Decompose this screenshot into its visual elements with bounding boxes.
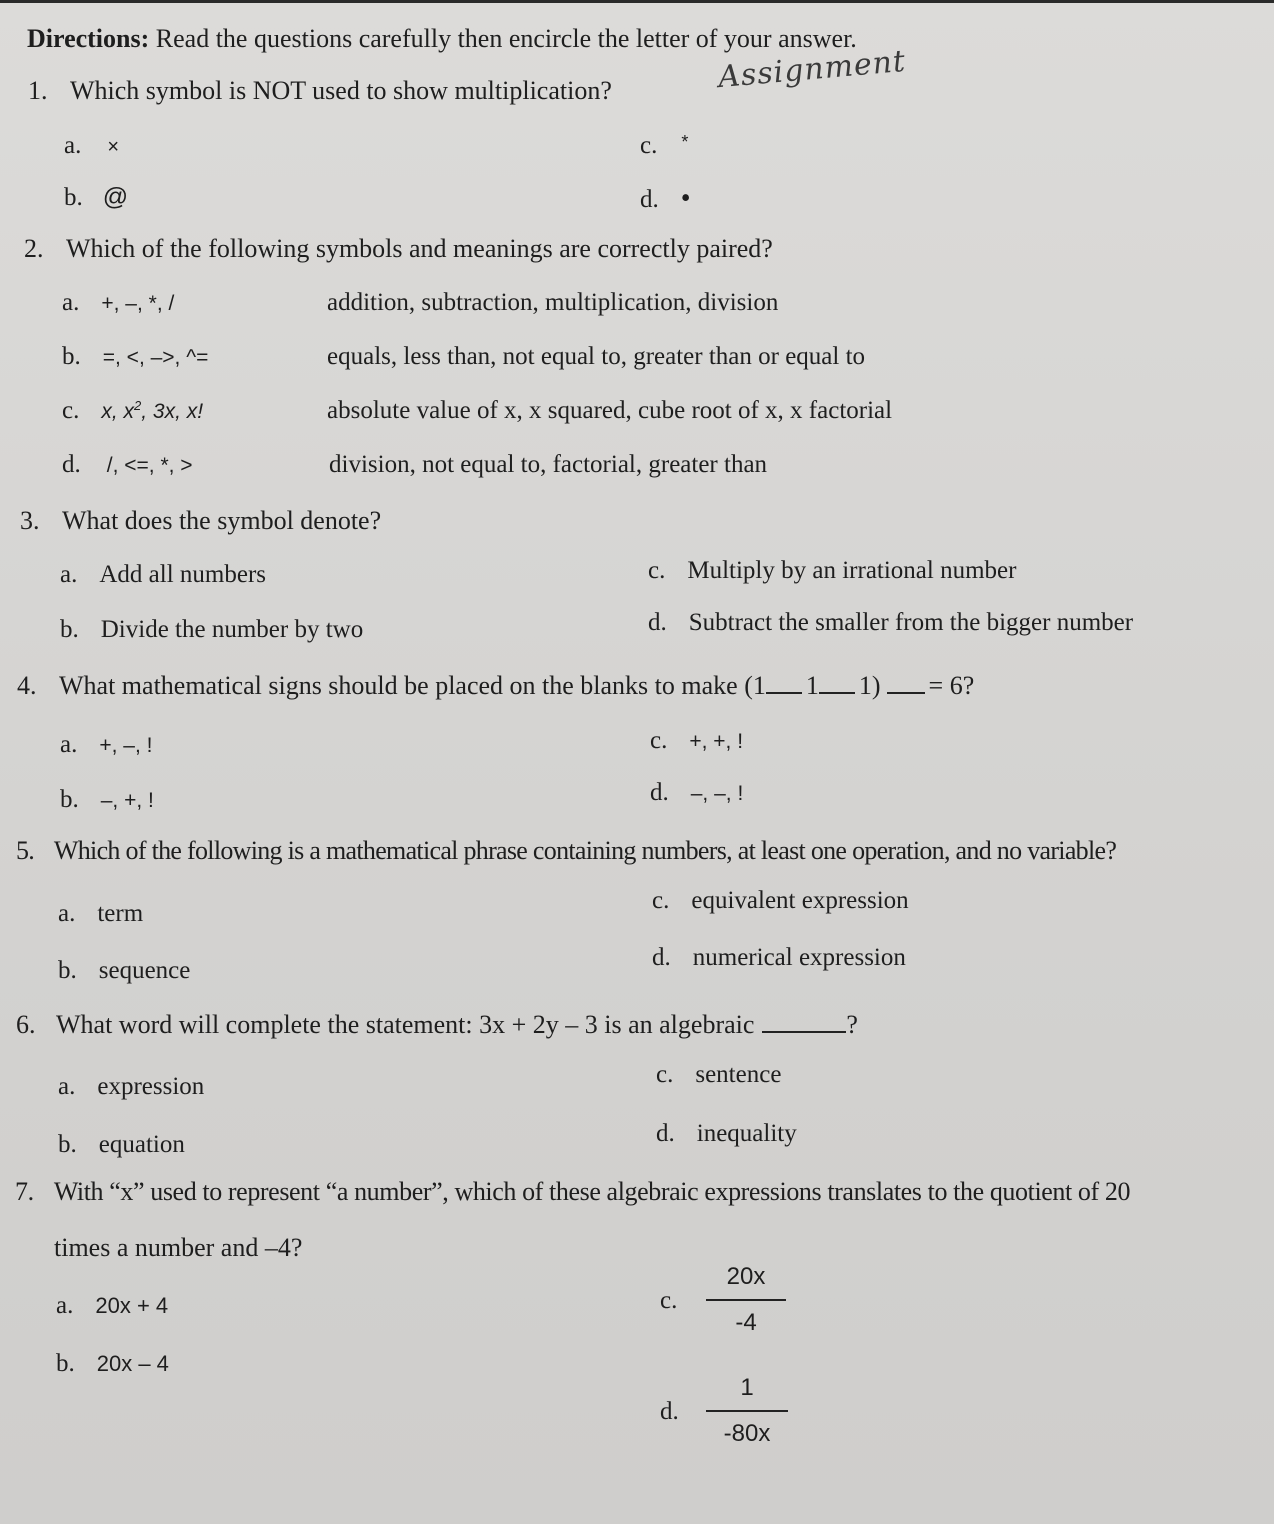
option-letter: a. — [62, 289, 80, 316]
option-letter: d. — [648, 609, 667, 636]
option-letter: b. — [62, 343, 81, 370]
option-text: 20x + 4 — [95, 1293, 169, 1318]
question-text-2: 1 — [805, 671, 819, 700]
option-symbols: /, <=, *, > — [106, 454, 193, 477]
option-symbols: =, <, –>, ^= — [102, 346, 209, 369]
q5-option-a[interactable] — [58, 900, 143, 928]
question-5 — [16, 836, 1116, 866]
option-text: term — [97, 900, 144, 927]
q2-option-c[interactable] — [62, 397, 203, 425]
q7-option-d-letter[interactable]: d. — [660, 1398, 679, 1425]
blank[interactable] — [762, 1031, 846, 1033]
option-letter: c. — [648, 557, 666, 584]
option-letter: b. — [56, 1350, 75, 1377]
q3-option-a[interactable] — [60, 561, 266, 589]
option-text: @ — [102, 183, 129, 211]
q1-option-c[interactable] — [640, 132, 688, 160]
option-text: Multiply by an irrational number — [687, 557, 1017, 584]
option-letter: a. — [58, 900, 76, 927]
q1-option-d[interactable] — [640, 183, 691, 215]
option-symbols: +, –, *, / — [101, 292, 175, 315]
fraction-denominator: -4 — [735, 1309, 757, 1336]
q5-option-d[interactable] — [652, 944, 906, 972]
option-text: expression — [97, 1073, 205, 1100]
question-number: 3. — [20, 506, 40, 535]
question-number: 2. — [24, 234, 44, 263]
blank-1[interactable] — [766, 692, 802, 694]
question-7-line-2: times a number and –4? — [54, 1233, 303, 1262]
option-text: × — [107, 136, 120, 158]
option-letter: c. — [650, 727, 668, 754]
question-text: What mathematical signs should be placed on the blanks to make (1 — [59, 671, 766, 700]
option-symbols-post: , 3x, x! — [141, 400, 204, 423]
question-text: Which of the following symbols and meanings are correctly paired? — [66, 234, 773, 263]
question-number: 1. — [28, 76, 48, 105]
q7-option-a[interactable] — [56, 1292, 168, 1320]
question-1 — [28, 76, 612, 106]
question-text: What does the symbol denote? — [62, 506, 382, 535]
q7-option-c-fraction[interactable] — [706, 1263, 786, 1337]
q1-option-a[interactable] — [64, 132, 119, 160]
question-4 — [17, 671, 974, 701]
option-text: * — [681, 132, 689, 152]
question-text-4: = 6? — [928, 671, 975, 700]
option-symbols-pre: x, x — [101, 400, 135, 423]
q3-option-c[interactable] — [648, 557, 1016, 585]
question-3 — [20, 506, 381, 536]
option-letter: b. — [58, 957, 77, 984]
option-letter: d. — [652, 944, 671, 971]
option-text: +, –, ! — [99, 734, 153, 757]
option-text: numerical expression — [692, 944, 906, 971]
q7-option-c-letter[interactable]: c. — [660, 1287, 678, 1314]
option-text: sentence — [695, 1061, 782, 1088]
q2-option-b-meaning: equals, less than, not equal to, greater than or equal to — [327, 343, 866, 370]
option-letter: b. — [58, 1131, 77, 1158]
directions-text: Read the questions carefully then encircle the letter of your answer. — [149, 24, 857, 53]
question-end: ? — [846, 1010, 858, 1039]
question-text: What word will complete the statement: 3x + 2y – 3 is an algebraic — [56, 1010, 755, 1039]
question-7 — [15, 1177, 1130, 1207]
fraction-denominator: -80x — [723, 1420, 771, 1447]
question-text: With “x” used to represent “a number”, which of these algebraic expressions translates to the quotient of 20 — [53, 1177, 1131, 1206]
question-text-3: 1) — [858, 671, 881, 700]
q5-option-c[interactable] — [652, 887, 909, 915]
q4-option-d[interactable] — [650, 779, 743, 807]
fraction-bar — [706, 1410, 788, 1412]
option-text: Subtract the smaller from the bigger number — [688, 609, 1134, 636]
fraction-numerator: 1 — [740, 1374, 754, 1401]
option-letter: c. — [652, 887, 670, 914]
option-letter: b. — [60, 786, 79, 813]
directions — [27, 24, 857, 54]
q2-option-d-meaning: division, not equal to, factorial, greater than — [329, 451, 768, 478]
top-edge-line — [0, 0, 1274, 3]
option-letter: d. — [62, 451, 81, 478]
blank-3[interactable] — [887, 692, 925, 694]
option-letter: c. — [640, 132, 658, 159]
option-letter: a. — [58, 1073, 76, 1100]
blank-2[interactable] — [819, 692, 855, 694]
q6-option-a[interactable] — [58, 1073, 204, 1101]
fraction-bar — [706, 1299, 786, 1301]
q6-option-c[interactable] — [656, 1061, 781, 1089]
option-text: 20x – 4 — [96, 1351, 169, 1376]
q2-option-a-meaning: addition, subtraction, multiplication, division — [327, 289, 779, 316]
option-text: +, +, ! — [689, 730, 744, 753]
option-letter: b. — [60, 616, 79, 643]
question-text: Which symbol is NOT used to show multiplication? — [70, 76, 612, 105]
question-number: 6. — [16, 1010, 36, 1039]
q6-option-d[interactable] — [656, 1120, 797, 1148]
q4-option-b[interactable] — [60, 786, 154, 814]
q5-option-b[interactable] — [58, 957, 190, 985]
question-number: 7. — [15, 1177, 34, 1206]
option-letter: b. — [64, 184, 83, 211]
question-number: 4. — [17, 671, 37, 700]
option-letter: a. — [60, 561, 78, 588]
q2-option-c-meaning: absolute value of x, x squared, cube root of x, x factorial — [327, 397, 893, 424]
option-text: Add all numbers — [99, 561, 266, 588]
option-text: –, +, ! — [100, 789, 154, 812]
directions-label: Directions: — [27, 24, 150, 53]
q2-option-a[interactable] — [62, 289, 174, 317]
q2-option-b[interactable] — [62, 343, 208, 371]
option-letter: d. — [650, 779, 669, 806]
q4-option-c[interactable] — [650, 727, 743, 755]
q4-option-a[interactable] — [60, 731, 152, 759]
option-letter: c. — [656, 1061, 674, 1088]
option-text: Divide the number by two — [100, 616, 364, 643]
q6-option-b[interactable] — [58, 1131, 185, 1159]
option-letter: c. — [62, 397, 80, 424]
q7-option-d-fraction[interactable] — [706, 1374, 788, 1448]
question-2 — [24, 234, 773, 264]
option-text: equivalent expression — [691, 887, 909, 914]
question-text: Which of the following is a mathematical phrase containing numbers, at least one operation, and no variable? — [53, 836, 1117, 865]
q7-option-b[interactable] — [56, 1350, 169, 1378]
option-letter: a. — [60, 731, 78, 758]
option-text: • — [680, 183, 691, 214]
option-text: inequality — [696, 1120, 797, 1147]
option-letter: d. — [640, 186, 659, 213]
question-number: 5. — [16, 836, 35, 865]
q1-option-b[interactable] — [64, 183, 128, 212]
q3-option-b[interactable] — [60, 616, 363, 644]
option-letter: d. — [656, 1120, 675, 1147]
option-symbols-sup: 2 — [134, 398, 142, 413]
option-text: sequence — [98, 957, 191, 984]
option-text: equation — [98, 1131, 185, 1158]
q2-option-d[interactable] — [62, 451, 193, 479]
q3-option-d[interactable] — [648, 609, 1133, 637]
question-6 — [16, 1010, 858, 1040]
handwritten-note: Assignment — [716, 43, 908, 96]
option-letter: a. — [64, 132, 82, 159]
option-text: –, –, ! — [690, 782, 744, 805]
fraction-numerator: 20x — [726, 1263, 766, 1290]
option-letter: a. — [56, 1292, 74, 1319]
